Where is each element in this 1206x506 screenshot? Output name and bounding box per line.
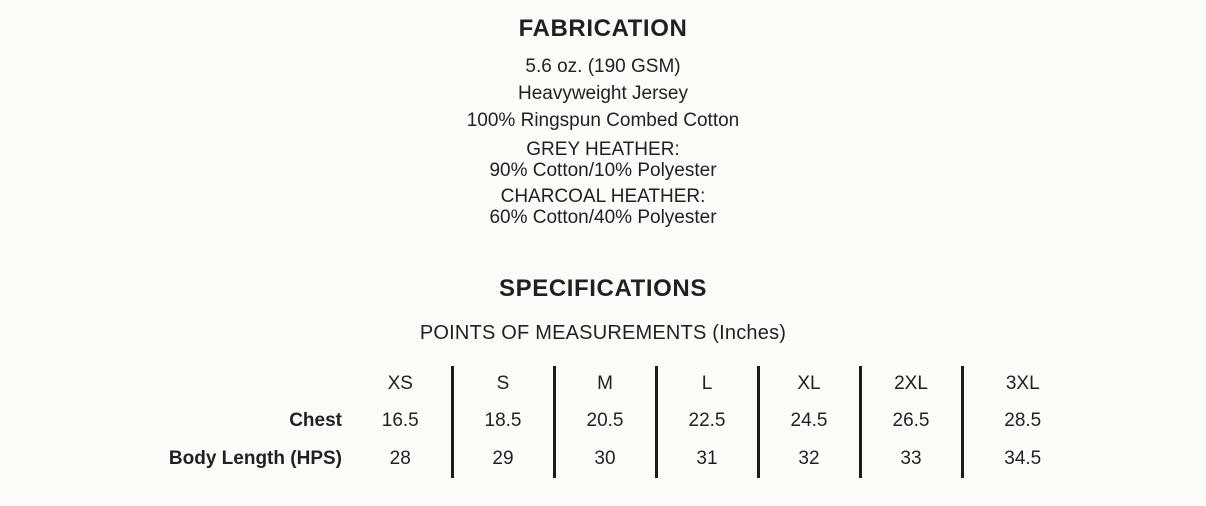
specifications-title: SPECIFICATIONS — [499, 275, 707, 302]
size-measurement-table — [160, 366, 1082, 478]
grey-heather-content: 90% Cotton/10% Polyester — [489, 160, 717, 181]
size-column-header-2xl: 2XL — [860, 366, 962, 402]
fabrication-details — [0, 53, 1206, 228]
size-column-header-xs: XS — [350, 366, 452, 402]
chest-row — [160, 402, 1082, 440]
measurement-cell: 34.5 — [1004, 448, 1042, 469]
header-spacer — [160, 366, 350, 402]
charcoal-heather-content: 60% Cotton/40% Polyester — [489, 207, 717, 228]
measurement-cell: 33 — [860, 440, 962, 478]
measurement-cell: 24.5 — [758, 402, 860, 440]
size-column-header-3xl: 3XL — [1005, 373, 1040, 394]
measurement-cell: 22.5 — [656, 402, 758, 440]
size-header-row — [160, 366, 1082, 402]
measurement-cell: 30 — [554, 440, 656, 478]
body-length-row — [160, 440, 1082, 478]
measurement-cell: 31 — [656, 440, 758, 478]
measurement-cell: 28 — [350, 440, 452, 478]
measurement-cell: 18.5 — [452, 402, 554, 440]
fabrication-title: FABRICATION — [518, 15, 688, 42]
size-column-header-l: L — [656, 366, 758, 402]
row-label-body-length: Body Length (HPS) — [168, 448, 342, 469]
size-column-header-xl: XL — [758, 366, 860, 402]
fabric-type-line: Heavyweight Jersey — [517, 83, 689, 104]
measurement-cell: 32 — [758, 440, 860, 478]
measurement-cell: 29 — [452, 440, 554, 478]
size-column-header-m: M — [554, 366, 656, 402]
size-column-header-s: S — [452, 366, 554, 402]
measurement-cell: 20.5 — [554, 402, 656, 440]
measurement-cell: 26.5 — [860, 402, 962, 440]
fabric-weight-line: 5.6 oz. (190 GSM) — [525, 56, 681, 77]
measurement-cell: 16.5 — [350, 402, 452, 440]
measurement-cell: 28.5 — [1004, 410, 1042, 431]
fabric-content-line: 100% Ringspun Combed Cotton — [466, 110, 740, 131]
row-label-chest: Chest — [289, 410, 342, 431]
grey-heather-label: GREY HEATHER: — [526, 139, 680, 160]
points-of-measurements-subtitle: POINTS OF MEASUREMENTS (Inches) — [419, 322, 787, 344]
charcoal-heather-label: CHARCOAL HEATHER: — [500, 186, 706, 207]
